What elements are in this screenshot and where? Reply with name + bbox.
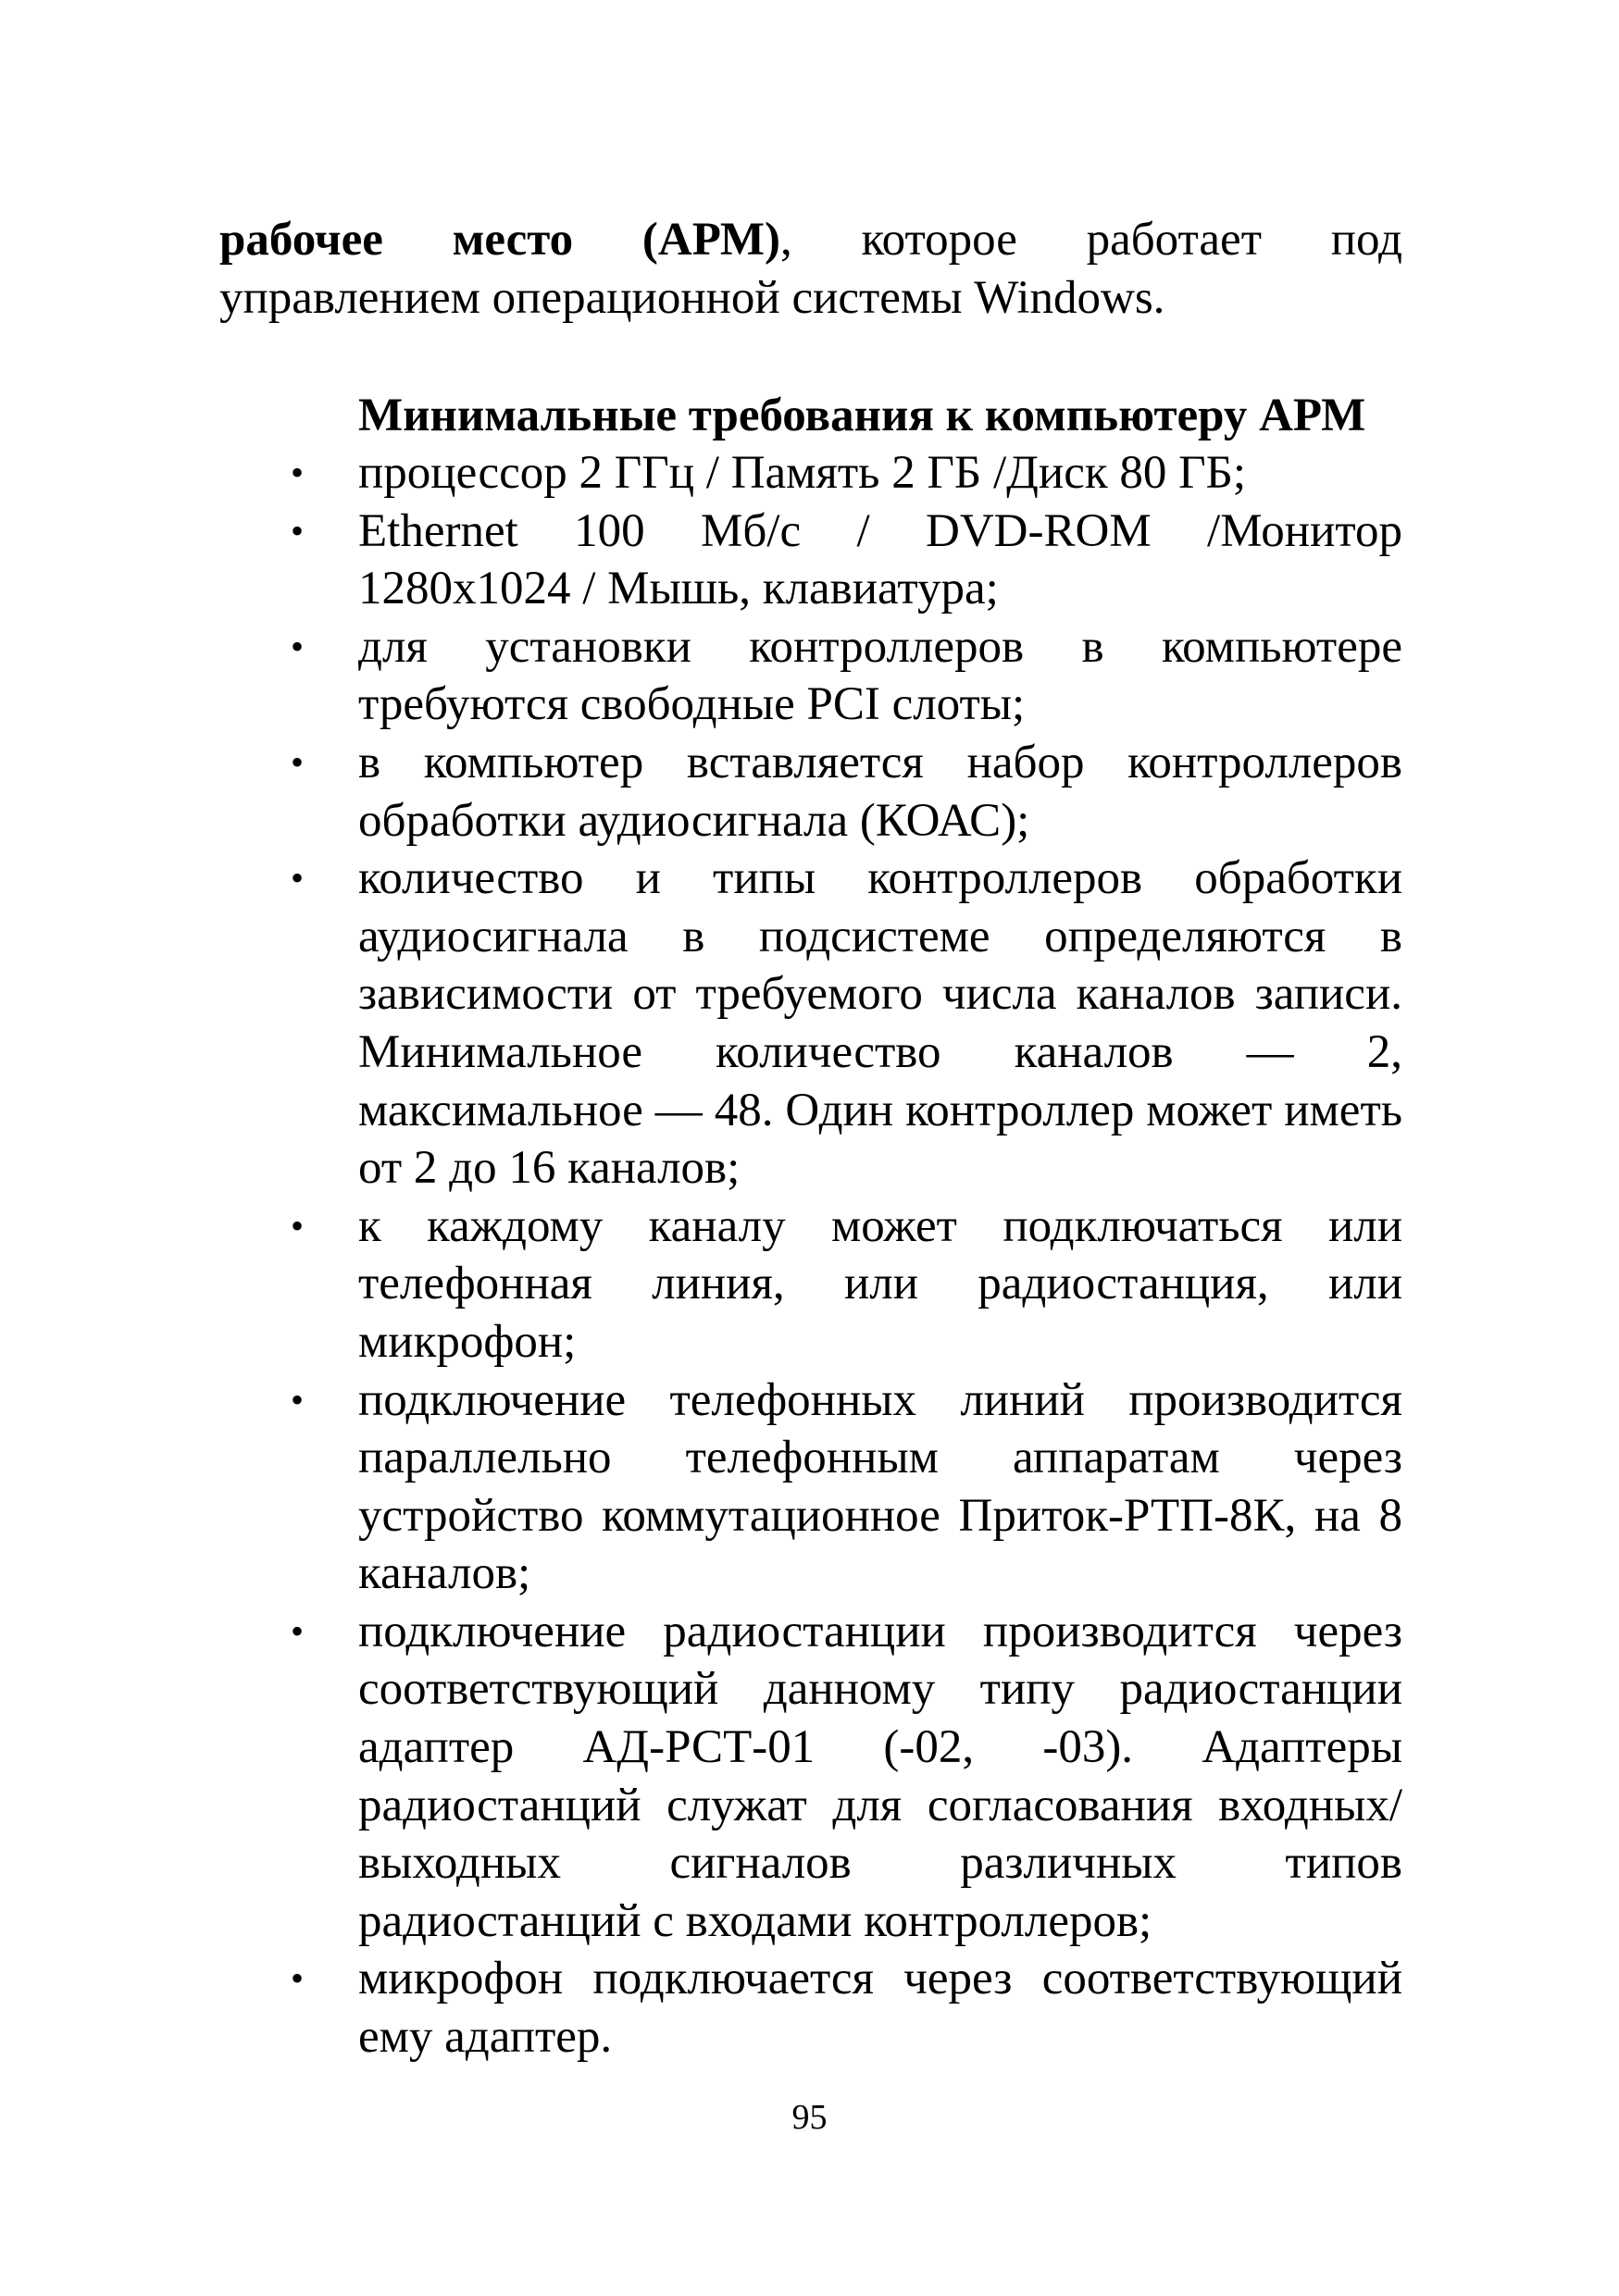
bullet-icon: • bbox=[291, 625, 305, 667]
list-item bbox=[219, 444, 1402, 503]
list-item-text: микрофон подключается через соответствующий ему адаптер. bbox=[358, 1953, 1402, 2064]
list-item bbox=[219, 734, 1402, 850]
list-item-text: в компьютер вставляется набор контроллеров обработки аудиосигнала (КОАС); bbox=[358, 736, 1402, 847]
list-item-text: Ethernet 100 Мб/с / DVD-ROM /Монитор 1280x1024 / Мышь, клавиатура; bbox=[358, 504, 1402, 615]
intro-line-1-rest: , которое работает под bbox=[780, 214, 1402, 266]
list-item-text: количество и типы контроллеров обработки аудиосигнала в подсистеме определяются в зависимости от требуемого числа каналов записи. Минимальное количество каналов — 2, максимальное — 48. Один контроллер может иметь от 2 до 16 каналов; bbox=[358, 852, 1402, 1195]
bullet-icon: • bbox=[291, 1609, 305, 1652]
bullet-icon: • bbox=[291, 1378, 305, 1421]
bullet-icon: • bbox=[291, 1957, 305, 2000]
list-item-text: для установки контроллеров в компьютере требуются свободные PCI слоты; bbox=[358, 620, 1402, 731]
bullet-icon: • bbox=[291, 509, 305, 552]
intro-line-1 bbox=[219, 211, 1402, 269]
intro-paragraph bbox=[219, 211, 1402, 328]
list-item-text: процессор 2 ГГц / Память 2 ГБ /Диск 80 ГБ; bbox=[358, 447, 1247, 499]
list-item-text: подключение телефонных линий производится параллельно телефонным аппаратам через устройство коммутационное Приток-РТП-8К, на 8 каналов; bbox=[358, 1373, 1402, 1600]
intro-line-2: управлением операционной системы Windows. bbox=[219, 272, 1165, 324]
list-item-text: к каждому каналу может подключаться или телефонная линия, или радиостанция, или микрофон; bbox=[358, 1199, 1402, 1368]
list-item bbox=[219, 503, 1402, 618]
bullet-icon: • bbox=[291, 1204, 305, 1247]
requirements-list bbox=[219, 444, 1402, 2066]
bullet-icon: • bbox=[291, 857, 305, 900]
list-item bbox=[219, 618, 1402, 734]
list-item bbox=[219, 850, 1402, 1198]
list-item bbox=[219, 1603, 1402, 1951]
list-item bbox=[219, 1950, 1402, 2066]
bullet-icon: • bbox=[291, 452, 305, 493]
bullet-icon: • bbox=[291, 740, 305, 783]
intro-bold-term: рабочее место (АРМ) bbox=[219, 214, 780, 266]
page-number: 95 bbox=[791, 2098, 828, 2137]
section-heading: Минимальные требования к компьютеру АРМ bbox=[358, 390, 1366, 441]
list-item-text: подключение радиостанции производится через соответствующий данному типу радиостанции адаптер АД-РСТ-01 (-02, -03). Адаптеры радиостанций служат для согласования входных/выходных сигналов различных типов радиостанций с входами контроллеров; bbox=[358, 1605, 1402, 1947]
list-item bbox=[219, 1371, 1402, 1603]
list-item bbox=[219, 1198, 1402, 1371]
page-content bbox=[219, 211, 1402, 2066]
